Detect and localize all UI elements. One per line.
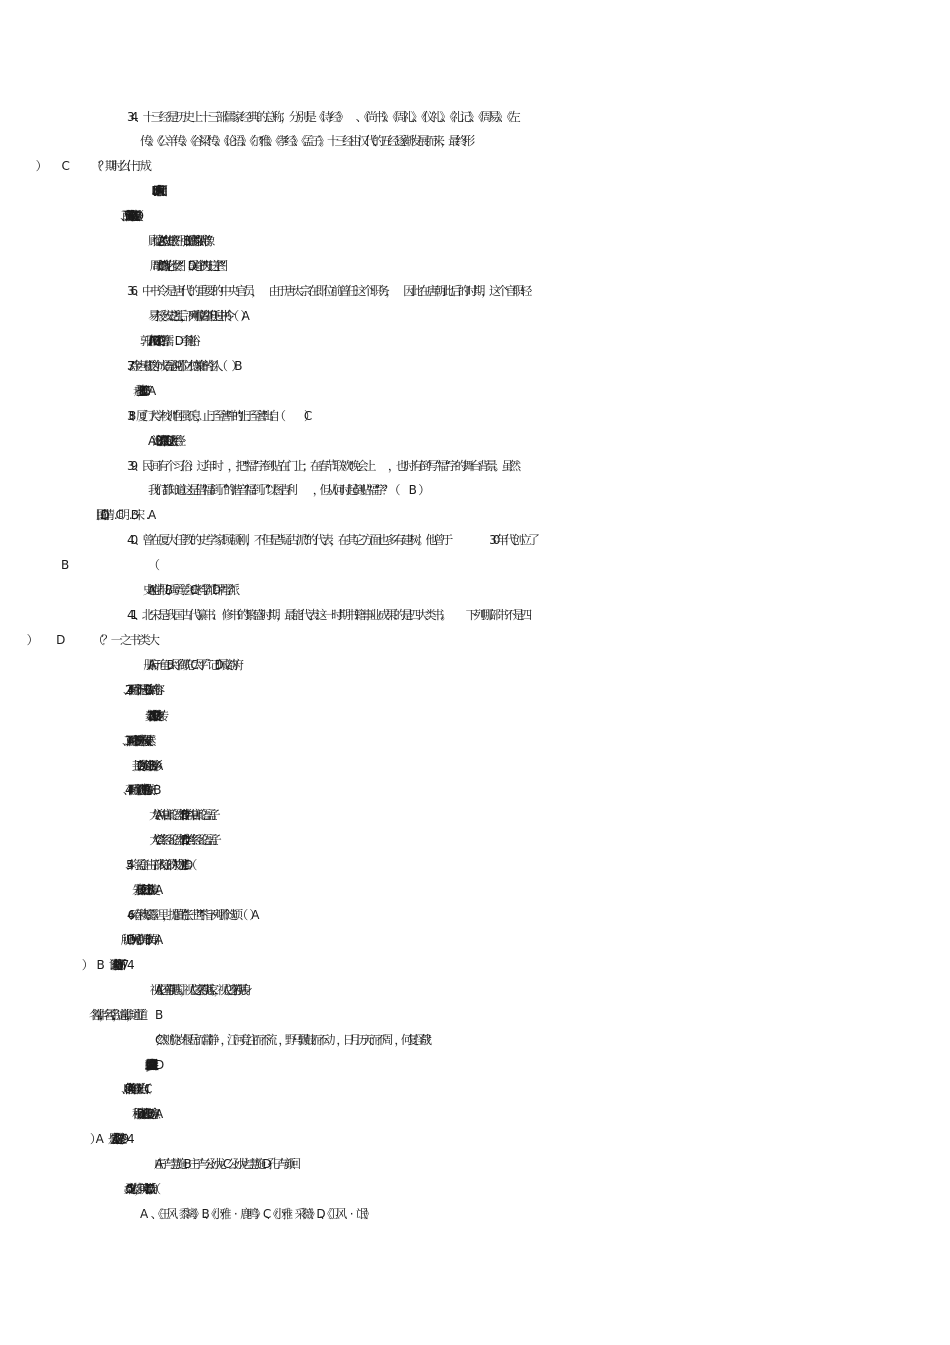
question-40-options: A. 史地学报 B 禹贡学会 C. 史料学派 D. 甲骨学派 <box>148 583 234 597</box>
question-40-line-2 <box>0 555 950 575</box>
question-48-options <box>0 1104 950 1124</box>
question-38-options: A《论语》 B 《诗经》 C 《礼记》 D 《太平经》 <box>148 434 182 448</box>
question-39-options <box>0 505 950 525</box>
question-49-options: A 庄子与慧施 B 庄子与公孙龙 C 公孙龙与慧施 D 孔子与颜回 <box>155 1157 295 1171</box>
question-34-line-3 <box>0 156 950 176</box>
question-39-line-2: 我们都知道这是借“福倒了”的谐音“福到了”以图吉利 ，但从何时起倒贴“福”字？（ B ） <box>148 483 425 497</box>
question-45: 45、将《孟子》由子部入经部的人物是谁 ？（ D ） <box>127 858 184 872</box>
question-48: 48、唐代著作《五经正义》出自（ C ） <box>127 1082 138 1096</box>
question-34-options: A、唐朝 B 、五代 C 、南宋 D 、明朝 <box>155 184 157 198</box>
question-35 <box>0 206 950 226</box>
question-43: 43、下面哪个不是卦的构成要素 ：（ B ） <box>127 734 128 748</box>
question-47-option-b <box>0 1005 950 1025</box>
question-36-options: A. 郭子仪 B. 杨炎 C. 牛僧孺 D. 李德裕 <box>148 334 193 348</box>
question-35-options-1: A. 顾恺之的“女史箴图” B. 张僧繇的“梁武帝像” <box>158 234 205 248</box>
question-37: 37、“金声玉振”这个成语是说哪位才德兼备的名人（ B ） <box>127 359 236 373</box>
question-47-option-d <box>0 1055 950 1075</box>
question-44: 44、下面哪个选项是”四书”的构成（ B ） <box>127 783 151 797</box>
question-46: 46、《春秋繁露》里，提倡的“张三世”不指下列哪个选项（ A ） <box>127 908 255 922</box>
question-37-options <box>0 381 950 401</box>
question-50: 50、“桑之未落，其叶若沃。 ”出自 （ D ） <box>127 1182 144 1196</box>
question-39-line-1: 39、民间有个习俗：过年时 ，把“福”字倒贴在门上；在春节联欢晚会上 ，也时有倒写“福”字的舞台背景。虽然 <box>127 459 517 473</box>
question-46-options <box>0 930 950 950</box>
question-40-line-1: 40、曾在厦大任教的史学家顾颉刚，不但是“疑古派”的代表，在其它方面也多有建树。他曾于 30 年代创立了 <box>127 533 536 547</box>
question-43-options <box>0 756 950 776</box>
question-44-options-2: C 大学．孝经．论语．尔雅 D 大学．孝经．论语．孟子 <box>155 833 213 847</box>
question-34-line-1: 34、十三经是历史上十三部儒家经典的总称，分别是《诗经》 、《尚书》、《周礼》、《仪礼》、《礼记》、《周易》、《左 <box>127 110 517 124</box>
question-50-options: A 、《王风· 黍离》 B 、《小雅 · 鹿鸣》 C 、《小雅· 采薇》 D 、《卫风 · 氓》 <box>140 1207 371 1221</box>
question-38: 38、厦门大学校训“自强不息，止于至善”中的“止于至善”出自（ C ） <box>127 409 310 423</box>
question-47-option-c: C 然则旋岁偃岳而常静 ，江河竞注而不流 ，野马飘鼓而不动 ，日月历天而不周 ，何复怪哉 ？ <box>155 1033 432 1047</box>
question-49 <box>0 1129 950 1149</box>
question-36-line-2: 易不授。安史之乱后，下列哪位曾经担任过中书令（ A ） <box>148 309 245 323</box>
question-41-options: A. 册府元龟 B. 太平御览 C. 太平广记 D. 佩文韵府 <box>148 658 238 672</box>
question-35-options-2: C. 周昉的“簪花仕女图” D. 吴道子的“天王送子图” <box>158 259 219 273</box>
question-34-line-2: 传》、《公羊传》、《谷梁传》、《论语》、《尔雅》、《孝经》、《孟子》。十三经由汉代的五经逐渐发展而来，最终形 <box>140 134 471 148</box>
question-47-option-a: A 视人之国若视其国 ，视人之家若视其家 ，视人之身若视其身 <box>155 983 245 997</box>
question-47 <box>0 955 950 975</box>
question-41-line-2 <box>0 630 950 650</box>
question-44-options-1: A 大学．中庸．论语．尔雅 B 大学．中庸．论语．孟子 <box>155 808 212 822</box>
question-42: 42、下面哪个不是《易传》的内容 ：（ B ） <box>127 683 140 697</box>
question-42-options: A. 彖传 B 彀梁传 C 象传 D 文言传 <box>148 709 161 723</box>
question-41-line-1: 41、北宋是我国古代纂书、 修书的繁盛时期，最能代表这一时期书籍事业成果的是四大类书。 下列哪部书不是四 <box>127 608 529 622</box>
question-45-options <box>0 880 950 900</box>
question-36-line-1: 36、中书令是唐代的重要的中央官员， 由于唐太宗在即位前曾任这个职务， 因此在唐朝此后的时期，这个官职轻 <box>127 284 529 298</box>
